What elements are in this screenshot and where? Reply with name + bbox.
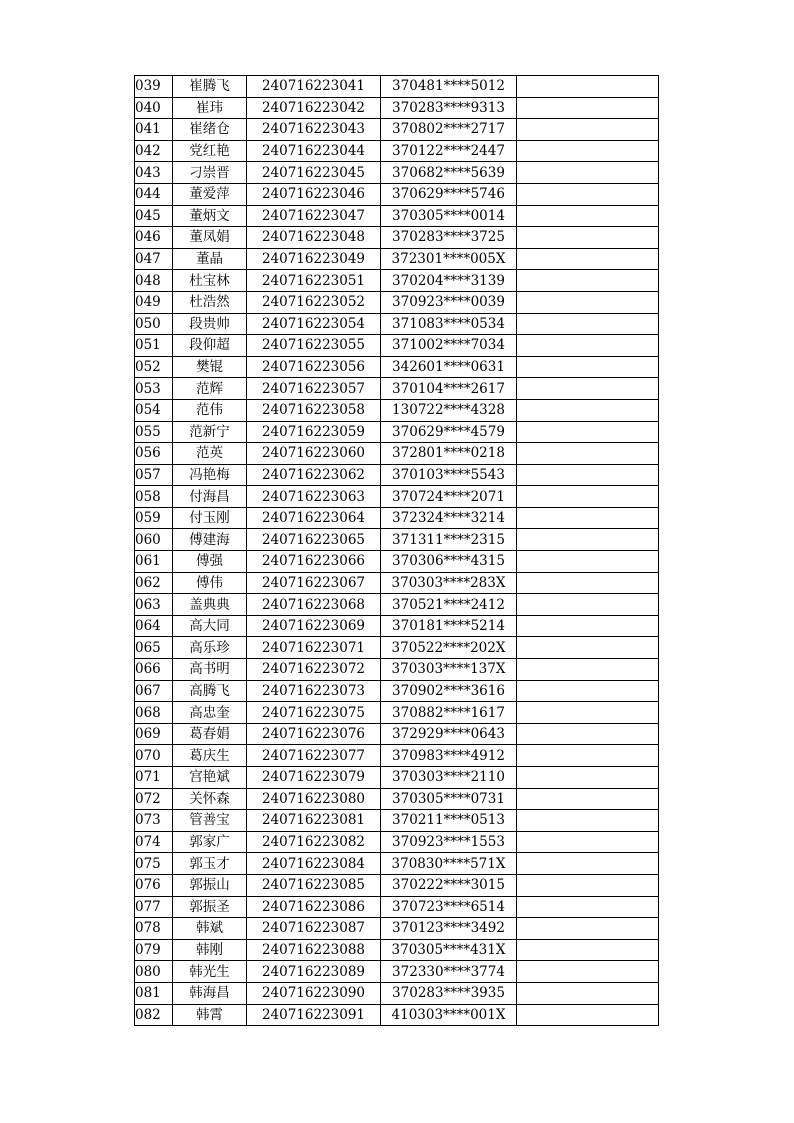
remark-cell xyxy=(517,982,659,1004)
remark-cell xyxy=(517,939,659,961)
exam-number: 240716223057 xyxy=(247,378,381,400)
person-name: 付海昌 xyxy=(173,486,247,508)
id-card-number: 370882****1617 xyxy=(381,702,517,724)
remark-cell xyxy=(517,659,659,681)
table-row xyxy=(135,874,659,896)
person-name: 董凤娟 xyxy=(173,227,247,249)
row-number: 058 xyxy=(135,486,173,508)
person-name: 董晶 xyxy=(173,248,247,270)
exam-number: 240716223059 xyxy=(247,421,381,443)
exam-number: 240716223045 xyxy=(247,162,381,184)
id-card-number: 342601****0631 xyxy=(381,356,517,378)
table-row xyxy=(135,594,659,616)
row-number: 046 xyxy=(135,227,173,249)
exam-number: 240716223052 xyxy=(247,291,381,313)
remark-cell xyxy=(517,594,659,616)
remark-cell xyxy=(517,486,659,508)
person-name: 傅强 xyxy=(173,551,247,573)
table-row xyxy=(135,76,659,98)
exam-number: 240716223073 xyxy=(247,680,381,702)
table-row xyxy=(135,745,659,767)
row-number: 045 xyxy=(135,205,173,227)
table-row xyxy=(135,313,659,335)
row-number: 052 xyxy=(135,356,173,378)
remark-cell xyxy=(517,464,659,486)
id-card-number: 372301****005X xyxy=(381,248,517,270)
remark-cell xyxy=(517,140,659,162)
person-name: 范辉 xyxy=(173,378,247,400)
exam-number: 240716223081 xyxy=(247,810,381,832)
person-name: 傅建海 xyxy=(173,529,247,551)
remark-cell xyxy=(517,162,659,184)
id-card-number: 370983****4912 xyxy=(381,745,517,767)
exam-number: 240716223087 xyxy=(247,918,381,940)
row-number: 059 xyxy=(135,507,173,529)
id-card-number: 372324****3214 xyxy=(381,507,517,529)
table-row xyxy=(135,918,659,940)
exam-number: 240716223079 xyxy=(247,767,381,789)
person-name: 郭玉才 xyxy=(173,853,247,875)
row-number: 054 xyxy=(135,399,173,421)
person-name: 郭振圣 xyxy=(173,896,247,918)
row-number: 043 xyxy=(135,162,173,184)
person-name: 崔绪仓 xyxy=(173,119,247,141)
id-card-number: 370305****431X xyxy=(381,939,517,961)
table-row xyxy=(135,529,659,551)
remark-cell xyxy=(517,572,659,594)
id-card-number: 370724****2071 xyxy=(381,486,517,508)
person-name: 傅伟 xyxy=(173,572,247,594)
table-row xyxy=(135,1004,659,1026)
id-card-number: 370521****2412 xyxy=(381,594,517,616)
id-card-number: 370204****3139 xyxy=(381,270,517,292)
remark-cell xyxy=(517,443,659,465)
remark-cell xyxy=(517,421,659,443)
remark-cell xyxy=(517,637,659,659)
person-name: 杜浩然 xyxy=(173,291,247,313)
person-name: 郭家广 xyxy=(173,831,247,853)
table-row xyxy=(135,399,659,421)
person-name: 范英 xyxy=(173,443,247,465)
id-card-number: 370923****0039 xyxy=(381,291,517,313)
table-row xyxy=(135,680,659,702)
remark-cell xyxy=(517,788,659,810)
id-card-number: 372330****3774 xyxy=(381,961,517,983)
exam-number: 240716223044 xyxy=(247,140,381,162)
person-name: 范伟 xyxy=(173,399,247,421)
remark-cell xyxy=(517,248,659,270)
row-number: 060 xyxy=(135,529,173,551)
id-card-number: 370283****3935 xyxy=(381,982,517,1004)
id-card-number: 371002****7034 xyxy=(381,335,517,357)
exam-number: 240716223086 xyxy=(247,896,381,918)
id-card-number: 370123****3492 xyxy=(381,918,517,940)
table-row xyxy=(135,961,659,983)
roster-body xyxy=(135,76,659,1026)
remark-cell xyxy=(517,767,659,789)
person-name: 高乐珍 xyxy=(173,637,247,659)
person-name: 管善宝 xyxy=(173,810,247,832)
table-row xyxy=(135,486,659,508)
person-name: 高腾飞 xyxy=(173,680,247,702)
table-row xyxy=(135,572,659,594)
table-row xyxy=(135,831,659,853)
remark-cell xyxy=(517,529,659,551)
table-row xyxy=(135,162,659,184)
person-name: 韩海昌 xyxy=(173,982,247,1004)
id-card-number: 370303****2110 xyxy=(381,767,517,789)
id-card-number: 370723****6514 xyxy=(381,896,517,918)
table-row xyxy=(135,270,659,292)
remark-cell xyxy=(517,1004,659,1026)
row-number: 050 xyxy=(135,313,173,335)
exam-number: 240716223067 xyxy=(247,572,381,594)
person-name: 高书明 xyxy=(173,659,247,681)
table-row xyxy=(135,421,659,443)
id-card-number: 370306****4315 xyxy=(381,551,517,573)
roster-table xyxy=(134,75,659,1026)
row-number: 062 xyxy=(135,572,173,594)
id-card-number: 372929****0643 xyxy=(381,723,517,745)
table-row xyxy=(135,443,659,465)
exam-number: 240716223066 xyxy=(247,551,381,573)
person-name: 冯艳梅 xyxy=(173,464,247,486)
exam-number: 240716223082 xyxy=(247,831,381,853)
remark-cell xyxy=(517,680,659,702)
table-row xyxy=(135,140,659,162)
exam-number: 240716223071 xyxy=(247,637,381,659)
person-name: 董炳文 xyxy=(173,205,247,227)
exam-number: 240716223046 xyxy=(247,183,381,205)
remark-cell xyxy=(517,183,659,205)
remark-cell xyxy=(517,723,659,745)
id-card-number: 370902****3616 xyxy=(381,680,517,702)
id-card-number: 371311****2315 xyxy=(381,529,517,551)
table-row xyxy=(135,248,659,270)
row-number: 081 xyxy=(135,982,173,1004)
exam-number: 240716223072 xyxy=(247,659,381,681)
table-row xyxy=(135,853,659,875)
row-number: 072 xyxy=(135,788,173,810)
person-name: 付玉刚 xyxy=(173,507,247,529)
exam-number: 240716223047 xyxy=(247,205,381,227)
person-name: 段贵帅 xyxy=(173,313,247,335)
row-number: 040 xyxy=(135,97,173,119)
id-card-number: 370305****0731 xyxy=(381,788,517,810)
exam-number: 240716223089 xyxy=(247,961,381,983)
exam-number: 240716223062 xyxy=(247,464,381,486)
row-number: 044 xyxy=(135,183,173,205)
remark-cell xyxy=(517,378,659,400)
id-card-number: 370522****202X xyxy=(381,637,517,659)
row-number: 079 xyxy=(135,939,173,961)
remark-cell xyxy=(517,918,659,940)
id-card-number: 370629****4579 xyxy=(381,421,517,443)
row-number: 066 xyxy=(135,659,173,681)
id-card-number: 370122****2447 xyxy=(381,140,517,162)
remark-cell xyxy=(517,399,659,421)
id-card-number: 410303****001X xyxy=(381,1004,517,1026)
row-number: 075 xyxy=(135,853,173,875)
exam-number: 240716223076 xyxy=(247,723,381,745)
exam-number: 240716223060 xyxy=(247,443,381,465)
table-row xyxy=(135,119,659,141)
id-card-number: 370211****0513 xyxy=(381,810,517,832)
remark-cell xyxy=(517,551,659,573)
exam-number: 240716223063 xyxy=(247,486,381,508)
id-card-number: 370303****137X xyxy=(381,659,517,681)
table-row xyxy=(135,810,659,832)
remark-cell xyxy=(517,227,659,249)
row-number: 039 xyxy=(135,76,173,98)
exam-number: 240716223080 xyxy=(247,788,381,810)
id-card-number: 370222****3015 xyxy=(381,874,517,896)
remark-cell xyxy=(517,874,659,896)
row-number: 073 xyxy=(135,810,173,832)
table-row xyxy=(135,723,659,745)
exam-number: 240716223090 xyxy=(247,982,381,1004)
remark-cell xyxy=(517,961,659,983)
person-name: 崔腾飞 xyxy=(173,76,247,98)
row-number: 042 xyxy=(135,140,173,162)
table-row xyxy=(135,896,659,918)
remark-cell xyxy=(517,810,659,832)
row-number: 041 xyxy=(135,119,173,141)
person-name: 关怀森 xyxy=(173,788,247,810)
id-card-number: 370682****5639 xyxy=(381,162,517,184)
person-name: 董爱萍 xyxy=(173,183,247,205)
id-card-number: 370303****283X xyxy=(381,572,517,594)
person-name: 党红艳 xyxy=(173,140,247,162)
row-number: 049 xyxy=(135,291,173,313)
row-number: 061 xyxy=(135,551,173,573)
table-row xyxy=(135,615,659,637)
row-number: 076 xyxy=(135,874,173,896)
exam-number: 240716223077 xyxy=(247,745,381,767)
table-row xyxy=(135,939,659,961)
remark-cell xyxy=(517,356,659,378)
id-card-number: 130722****4328 xyxy=(381,399,517,421)
person-name: 高大同 xyxy=(173,615,247,637)
remark-cell xyxy=(517,507,659,529)
exam-number: 240716223088 xyxy=(247,939,381,961)
exam-number: 240716223065 xyxy=(247,529,381,551)
row-number: 069 xyxy=(135,723,173,745)
row-number: 077 xyxy=(135,896,173,918)
table-row xyxy=(135,464,659,486)
exam-number: 240716223048 xyxy=(247,227,381,249)
remark-cell xyxy=(517,615,659,637)
remark-cell xyxy=(517,702,659,724)
id-card-number: 370830****571X xyxy=(381,853,517,875)
id-card-number: 370802****2717 xyxy=(381,119,517,141)
exam-number: 240716223054 xyxy=(247,313,381,335)
exam-number: 240716223085 xyxy=(247,874,381,896)
exam-number: 240716223064 xyxy=(247,507,381,529)
id-card-number: 370181****5214 xyxy=(381,615,517,637)
table-row xyxy=(135,205,659,227)
exam-number: 240716223055 xyxy=(247,335,381,357)
remark-cell xyxy=(517,313,659,335)
exam-number: 240716223041 xyxy=(247,76,381,98)
exam-number: 240716223069 xyxy=(247,615,381,637)
table-row xyxy=(135,982,659,1004)
table-row xyxy=(135,788,659,810)
table-row xyxy=(135,378,659,400)
person-name: 韩斌 xyxy=(173,918,247,940)
exam-number: 240716223051 xyxy=(247,270,381,292)
person-name: 韩刚 xyxy=(173,939,247,961)
remark-cell xyxy=(517,119,659,141)
person-name: 刁崇晋 xyxy=(173,162,247,184)
row-number: 048 xyxy=(135,270,173,292)
exam-number: 240716223084 xyxy=(247,853,381,875)
remark-cell xyxy=(517,76,659,98)
row-number: 053 xyxy=(135,378,173,400)
remark-cell xyxy=(517,291,659,313)
id-card-number: 370305****0014 xyxy=(381,205,517,227)
exam-number: 240716223068 xyxy=(247,594,381,616)
row-number: 074 xyxy=(135,831,173,853)
remark-cell xyxy=(517,205,659,227)
person-name: 樊锟 xyxy=(173,356,247,378)
person-name: 段仰超 xyxy=(173,335,247,357)
row-number: 055 xyxy=(135,421,173,443)
exam-number: 240716223043 xyxy=(247,119,381,141)
table-row xyxy=(135,97,659,119)
table-row xyxy=(135,637,659,659)
remark-cell xyxy=(517,831,659,853)
id-card-number: 370923****1553 xyxy=(381,831,517,853)
row-number: 078 xyxy=(135,918,173,940)
id-card-number: 370481****5012 xyxy=(381,76,517,98)
table-row xyxy=(135,767,659,789)
row-number: 047 xyxy=(135,248,173,270)
id-card-number: 370283****3725 xyxy=(381,227,517,249)
id-card-number: 370629****5746 xyxy=(381,183,517,205)
table-row xyxy=(135,356,659,378)
person-name: 范新宁 xyxy=(173,421,247,443)
table-row xyxy=(135,183,659,205)
table-row xyxy=(135,551,659,573)
person-name: 宫艳斌 xyxy=(173,767,247,789)
person-name: 杜宝林 xyxy=(173,270,247,292)
row-number: 051 xyxy=(135,335,173,357)
table-row xyxy=(135,507,659,529)
person-name: 崔玮 xyxy=(173,97,247,119)
person-name: 郭振山 xyxy=(173,874,247,896)
row-number: 071 xyxy=(135,767,173,789)
row-number: 063 xyxy=(135,594,173,616)
table-row xyxy=(135,335,659,357)
person-name: 韩霄 xyxy=(173,1004,247,1026)
exam-number: 240716223042 xyxy=(247,97,381,119)
table-row xyxy=(135,702,659,724)
exam-number: 240716223091 xyxy=(247,1004,381,1026)
id-card-number: 370103****5543 xyxy=(381,464,517,486)
remark-cell xyxy=(517,270,659,292)
row-number: 080 xyxy=(135,961,173,983)
id-card-number: 370283****9313 xyxy=(381,97,517,119)
person-name: 高忠奎 xyxy=(173,702,247,724)
person-name: 盖典典 xyxy=(173,594,247,616)
id-card-number: 371083****0534 xyxy=(381,313,517,335)
person-name: 韩光生 xyxy=(173,961,247,983)
person-name: 葛春娟 xyxy=(173,723,247,745)
id-card-number: 370104****2617 xyxy=(381,378,517,400)
id-card-number: 372801****0218 xyxy=(381,443,517,465)
row-number: 056 xyxy=(135,443,173,465)
row-number: 070 xyxy=(135,745,173,767)
remark-cell xyxy=(517,335,659,357)
remark-cell xyxy=(517,853,659,875)
table-row xyxy=(135,659,659,681)
remark-cell xyxy=(517,97,659,119)
row-number: 068 xyxy=(135,702,173,724)
row-number: 082 xyxy=(135,1004,173,1026)
row-number: 067 xyxy=(135,680,173,702)
table-row xyxy=(135,227,659,249)
row-number: 064 xyxy=(135,615,173,637)
exam-number: 240716223075 xyxy=(247,702,381,724)
remark-cell xyxy=(517,745,659,767)
person-name: 葛庆生 xyxy=(173,745,247,767)
remark-cell xyxy=(517,896,659,918)
row-number: 065 xyxy=(135,637,173,659)
exam-number: 240716223058 xyxy=(247,399,381,421)
exam-number: 240716223056 xyxy=(247,356,381,378)
row-number: 057 xyxy=(135,464,173,486)
exam-number: 240716223049 xyxy=(247,248,381,270)
table-row xyxy=(135,291,659,313)
